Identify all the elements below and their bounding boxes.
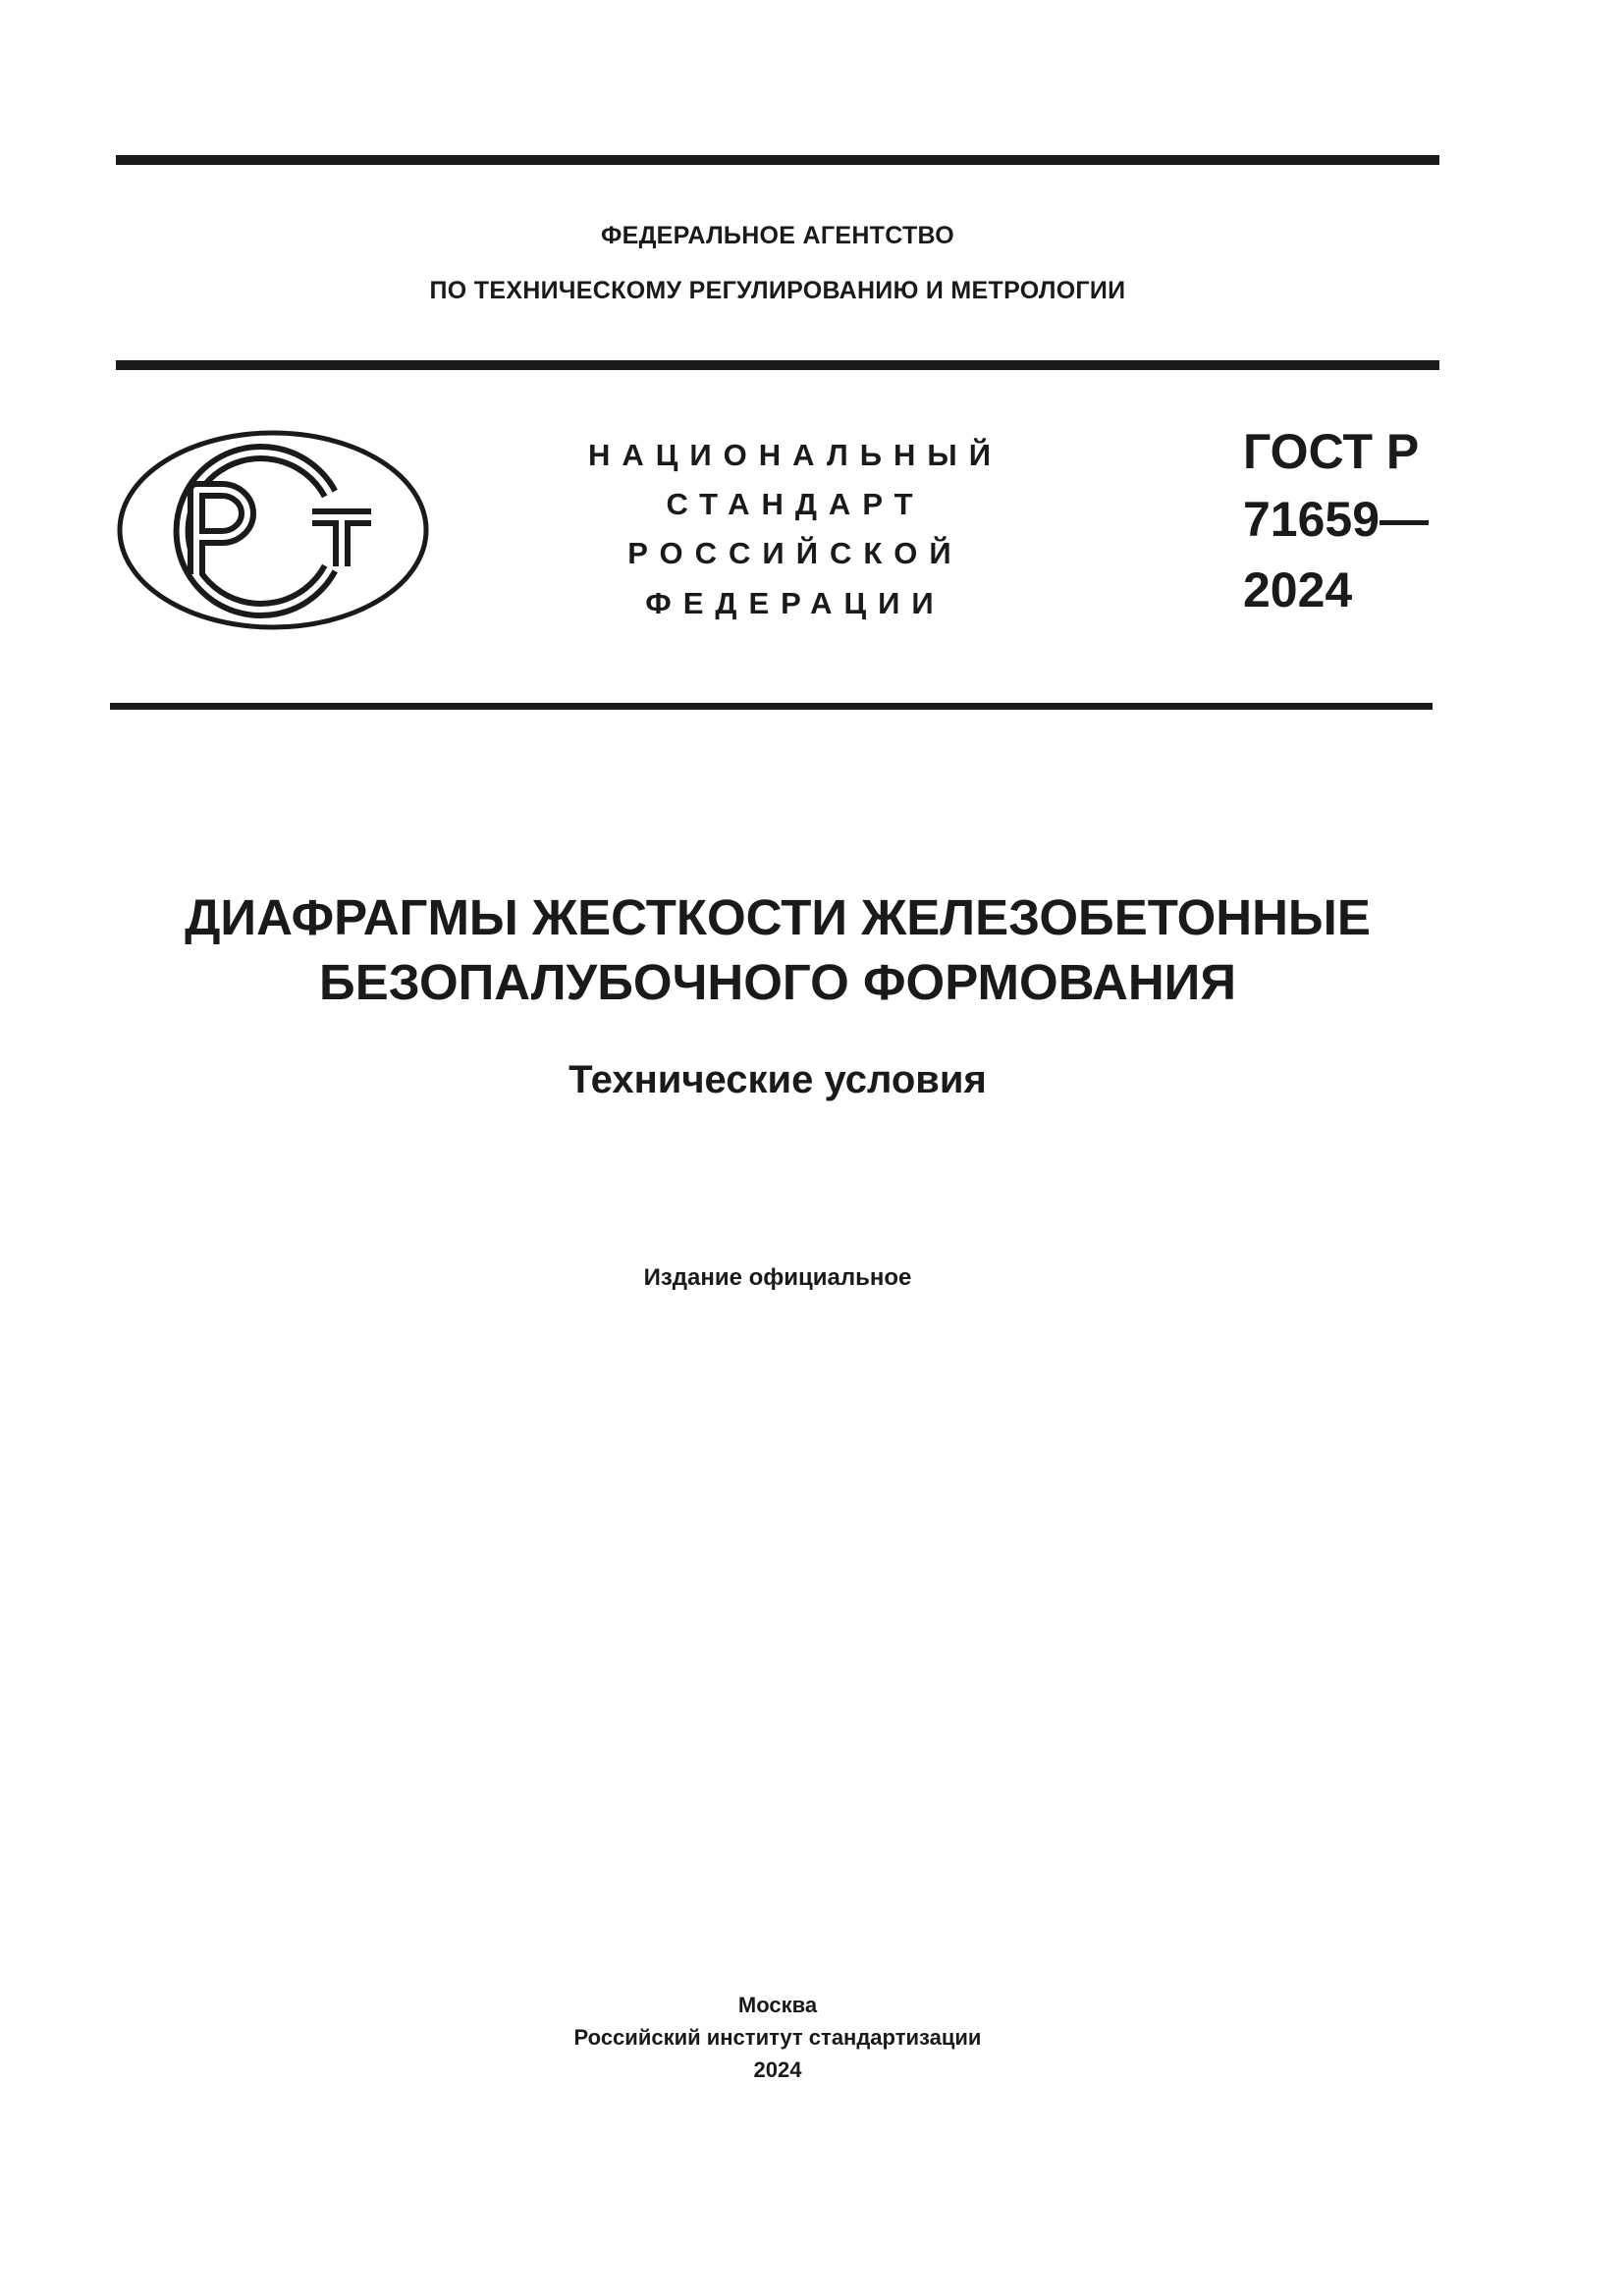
document-subtitle: Технические условия [568, 1058, 987, 1101]
middle-rule [116, 360, 1439, 370]
national-standard-line-1: НАЦИОНАЛЬНЫЙ [587, 438, 1003, 472]
standard-designation-line-1: ГОСТ Р [1243, 424, 1420, 479]
edition-note: Издание официальное [643, 1264, 912, 1291]
document-title-line-2: БЕЗОПАЛУБОЧНОГО ФОРМОВАНИЯ [319, 954, 1236, 1010]
document-title-line-1: ДИАФРАГМЫ ЖЕСТКОСТИ ЖЕЛЕЗОБЕТОННЫЕ [185, 889, 1371, 945]
national-standard-line-4: ФЕДЕРАЦИИ [645, 586, 946, 620]
top-rule [116, 155, 1439, 165]
agency-name-line-1: ФЕДЕРАЛЬНОЕ АГЕНТСТВО [600, 222, 955, 249]
imprint-publisher: Российский институт стандартизации [573, 2025, 982, 2050]
imprint-city: Москва [737, 1993, 818, 2017]
agency-name-line-2: ПО ТЕХНИЧЕСКОМУ РЕГУЛИРОВАНИЮ И МЕТРОЛОГИИ [429, 277, 1126, 304]
rst-certification-mark-icon [116, 429, 430, 631]
national-standard-line-3: РОССИЙСКОЙ [627, 536, 963, 570]
national-standard-line-2: СТАНДАРТ [666, 487, 925, 521]
imprint-year: 2024 [753, 2057, 802, 2082]
standard-designation-line-3: 2024 [1243, 562, 1353, 617]
standard-designation-line-2: 71659— [1243, 492, 1430, 547]
bottom-rule [110, 703, 1433, 710]
